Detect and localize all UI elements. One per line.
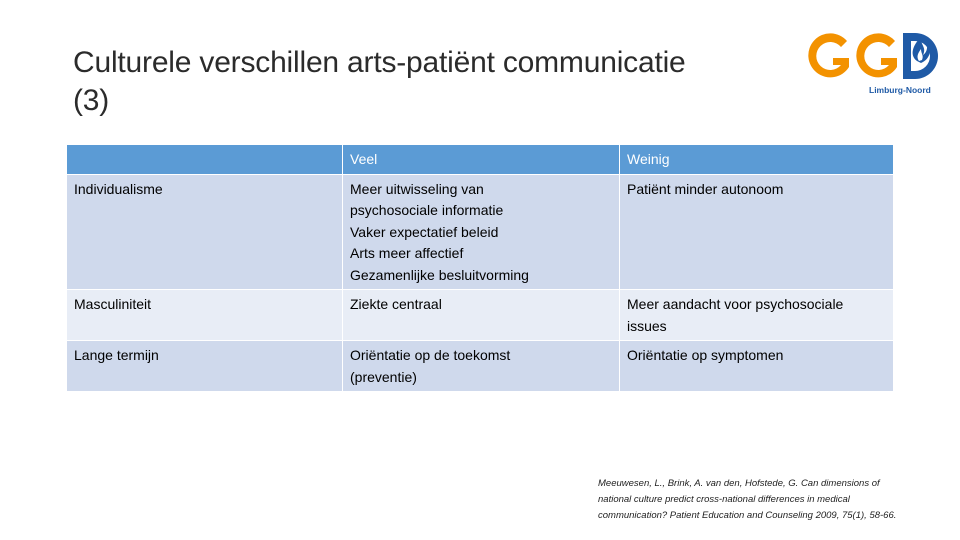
cell-line: Vaker expectatief beleid [350, 223, 499, 240]
ggd-logo-graphic [803, 27, 958, 89]
cell-line: Arts meer affectief [350, 245, 464, 261]
row-veel [343, 341, 620, 392]
row-dimension: Lange termijn [67, 341, 343, 392]
citation-line-1: Meeuwesen, L., Brink, A. van den, Hofstede, G. Can dimensions of [598, 478, 880, 489]
slide-title [73, 44, 793, 120]
citation-line-2: national culture predict cross-national differences in medical [598, 494, 850, 505]
table-header-row [67, 145, 894, 175]
culture-table [66, 144, 894, 392]
cell-line: Ziekte centraal [350, 296, 442, 312]
cell-line: Patiënt minder autonoom [627, 180, 784, 197]
table-row [67, 174, 894, 290]
row-dimension: Masculiniteit [67, 290, 343, 341]
cell-line: Gezamenlijke besluitvorming [350, 266, 529, 283]
row-dimension: Individualisme [67, 174, 343, 290]
slide-title-line-2: (3) [73, 84, 110, 117]
row-weinig [620, 290, 894, 341]
cell-line: Oriëntatie op symptomen [627, 347, 784, 363]
citation [598, 476, 950, 524]
slide-title-line-1: Culturele verschillen arts-patiënt communicatie [73, 46, 686, 79]
cell-line: psychosociale informatie [350, 202, 504, 218]
header-dimension [67, 145, 343, 175]
row-weinig [620, 341, 894, 392]
cell-line: issues [627, 317, 667, 334]
table-row [67, 341, 894, 392]
citation-line-3: communication? Patient Education and Counseling 2009, 75(1), 58-66. [598, 510, 897, 521]
cell-line: Meer aandacht voor psychosociale [627, 296, 844, 312]
table-row [67, 290, 894, 341]
row-veel [343, 290, 620, 341]
cell-line: Oriëntatie op de toekomst [350, 347, 511, 363]
cell-line: (preventie) [350, 368, 417, 385]
row-veel [343, 174, 620, 290]
header-veel: Veel [343, 145, 620, 175]
cell-line: Meer uitwisseling van [350, 180, 484, 197]
logo-subtitle: Limburg-Noord [869, 85, 931, 95]
header-weinig: Weinig [620, 145, 894, 175]
row-weinig [620, 174, 894, 290]
ggd-logo [803, 27, 958, 102]
